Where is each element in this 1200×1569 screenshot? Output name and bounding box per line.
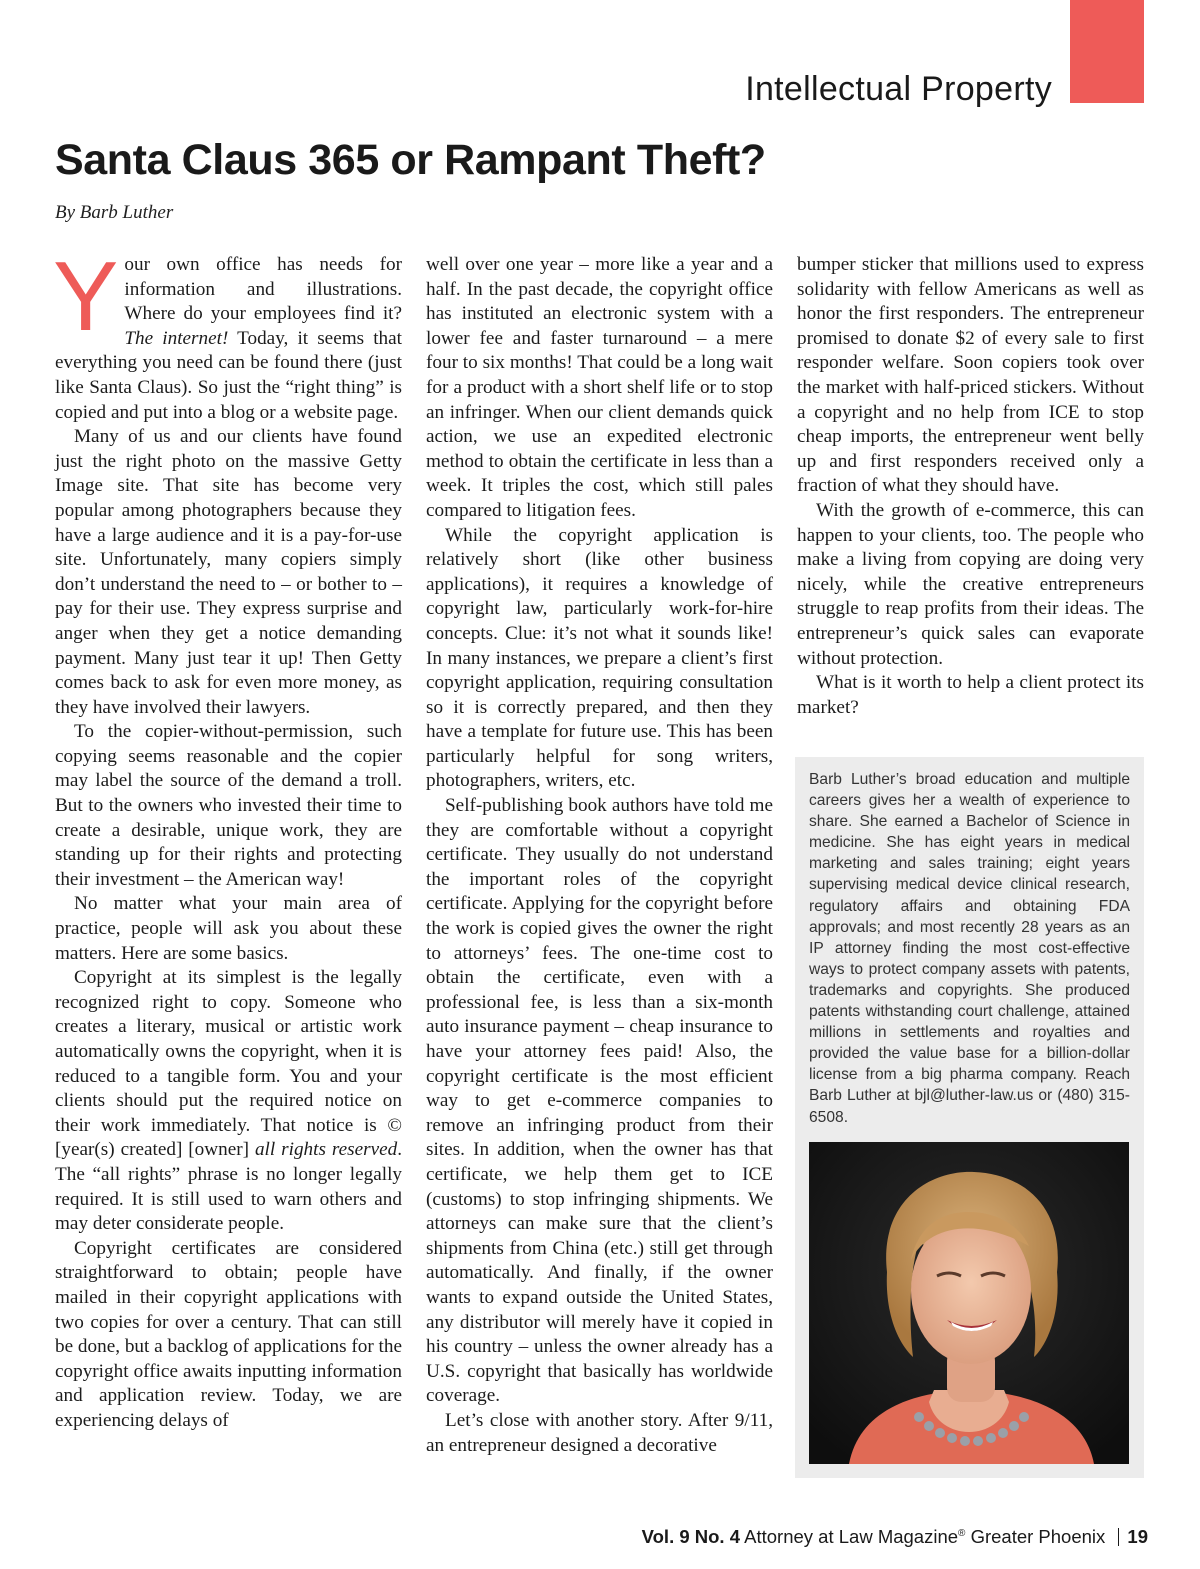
footer-registered-mark: ® <box>958 1528 966 1539</box>
article-paragraph: No matter what your main area of practice, people will ask you about these matters. Here are some basics. <box>55 893 402 964</box>
author-photo <box>809 1142 1129 1464</box>
article-paragraph: Copyright certificates are considered straightforward to obtain; people have mailed in their copyright applications with two copies for over a century. That can still be done, but a backlog of applications for the copyright office awaits inputting information and application review. Today, we are experiencing delays of <box>55 1237 402 1431</box>
article-column-2 <box>426 253 773 1458</box>
author-bio-text: Barb Luther’s broad education and multiple careers gives her a wealth of experience to share. She earned a Bachelor of Science in medicine. She has eight years in medical marketing and sales training; eight years supervising medical device clinical research, regulatory affairs and obtaining FDA approvals; and most recently 28 years as an IP attorney finding the most cost-effective ways to protect company assets with patents, trademarks and copyrights. She produced patents withstanding court challenge, attained millions in settlements and royalties and provided the value base for a billion-dollar license from a big pharma company. Reach Barb Luther at bjl@luther-law.us or (480) 315-6508. <box>809 771 1130 1126</box>
drop-cap: Y <box>53 241 119 351</box>
article-byline: By Barb Luther <box>55 202 174 223</box>
article-paragraph: Copyright at its simplest is the legally recognized right to copy. Someone who creates a literary, musical or artistic work automatically owns the copyright, when it is reduced to a tangible form. You and your clients should put the required notice on their work immediately. That notice is © [year(s) created] [owner] all rights reserved. The “all rights” phrase is no longer legally required. It is still used to warn others and may deter considerate people. <box>55 967 402 1235</box>
article-column-3 <box>797 253 1144 720</box>
author-portrait-illustration <box>809 1142 1129 1464</box>
article-paragraph: bumper sticker that millions used to express solidarity with fellow Americans as well as honor the first responders. The entrepreneur promised to donate $2 of every sale to first responder welfare. Soon copiers took over the market with half-priced stickers. Without a copyright and no help from ICE to stop cheap imports, the entrepreneur went belly up and first responders received only a fraction of what they should have. <box>797 254 1144 497</box>
article-paragraph: Many of us and our clients have found just the right photo on the massive Getty Image site. That site has become very popular among photographers because they have a large audience and it is a pay-for-use site. Unfortunately, many copiers simply don’t understand the need to – or bother to – pay for their use. They express surprise and anger when they get a notice demanding payment. Many just tear it up! Then Getty comes back to ask for even more money, as they have involved their lawyers. <box>55 426 402 718</box>
article-paragraph: Your own office has needs for information and illustrations. Where do your employees find it? The internet! Today, it seems that everything you need can be found there (just like Santa Claus). So just the “right thing” is copied and put into a blog or a website page. <box>53 241 402 423</box>
article-paragraph: While the copyright application is relatively short (like other business applications), it requires a knowledge of copyright law, particularly work-for-hire concepts. Clue: it’s not what it sounds like! In many instances, we prepare a client’s first copyright application, requiring consultation so it is correctly prepared, and then they have a template for future use. This has been particularly helpful for song writers, photographers, writers, etc. <box>426 524 773 792</box>
footer-edition: Greater Phoenix <box>970 1526 1106 1547</box>
article-paragraph: Self-publishing book authors have told me they are comfortable without a copyright certificate. They usually do not understand the important roles of the copyright certificate. Applying for the copyright before the work is copied gives the owner the right to attorneys’ fees. The one-time cost to obtain the certificate, even with a professional fee, is less than a six-month auto insurance payment – cheap insurance to have your attorney fees paid! Also, the copyright certificate is the most efficient way to get e-commerce companies to remove an infringing product from their sites. In addition, when the owner has that certificate, we help them get to ICE (customs) to stop infringing shipments. We attorneys can make sure that the client’s shipments from China (etc.) still get through automatically. And finally, if the owner wants to expand outside the United States, any distributor will merely have it copied in his country – unless the owner already has a U.S. copyright that basically has worldwide coverage. <box>426 795 773 1407</box>
author-bio-box <box>795 757 1144 1478</box>
page-number: 19 <box>1127 1526 1148 1547</box>
footer-magazine: Attorney at Law Magazine <box>744 1526 959 1547</box>
article-paragraph: What is it worth to help a client protect its market? <box>797 672 1144 718</box>
page-footer <box>642 1526 1148 1548</box>
footer-divider <box>1118 1528 1119 1546</box>
article-paragraph: well over one year – more like a year and a half. In the past decade, the copyright office has instituted an electronic system with a lower fee and faster turnaround – a mere four to six months! That could be a long wait for a product with a short shelf life or to stop an infringer. When our client demands quick action, we use an expedited electronic method to obtain the certificate in less than a week. It triples the cost, which still pales compared to litigation fees. <box>426 254 773 521</box>
article-paragraph: To the copier-without-permission, such copying seems reasonable and the copier may label the source of the demand a troll. But to the owners who invested their time to create a desirable, unique work, they are standing up for their rights and protecting their investment – the American way! <box>55 721 402 890</box>
article-headline: Santa Claus 365 or Rampant Theft? <box>55 136 766 184</box>
section-color-tab <box>1070 0 1144 103</box>
article-column-1 <box>53 241 402 1434</box>
section-title: Intellectual Property <box>745 70 1052 108</box>
article-paragraph: Let’s close with another story. After 9/11, an entrepreneur designed a decorative <box>426 1409 773 1456</box>
footer-volume: Vol. 9 No. 4 <box>641 1526 741 1547</box>
article-paragraph: With the growth of e-commerce, this can happen to your clients, too. The people who make a living from copying are doing very nicely, while the creative entrepreneurs struggle to reap profits from their ideas. The entrepreneur’s quick sales can evaporate without protection. <box>797 499 1144 669</box>
